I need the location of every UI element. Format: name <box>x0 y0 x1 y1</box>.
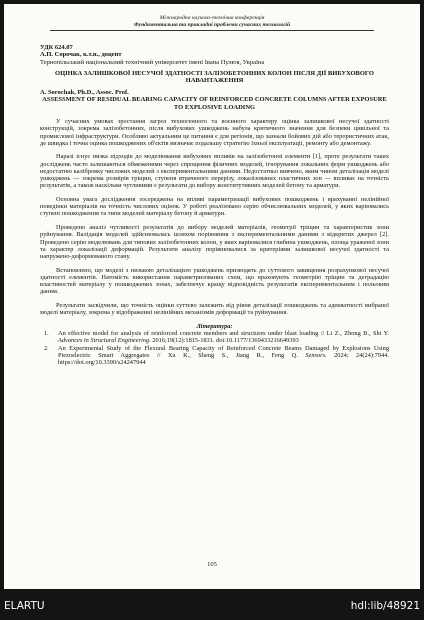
paragraph: Наразі існує низка підходів до моделювання вибухових впливів на залізобетонні елементи [1], проте результати таких досліджень часто залишаються обмеженими через спрощення фізичних моделей, ігнорування локальних форм ушкоджень або недостатню калібровку числових моделей з експериментальними даними. Недостатньо вивчено, яким чином деталізація моделі ушкоджень — зокрема розмірів тріщин, ступеня втраченого перерізу, локалізованих пластичних зон — впливає на точність результатів, а також наскільки чутливими є результати до вибору конститутивних моделей бетону та арматури. <box>40 153 389 190</box>
reference-number: 1. <box>44 330 49 338</box>
reference-number: 2. <box>44 344 49 352</box>
reference-text <box>58 330 389 345</box>
page-number: 105 <box>207 561 217 568</box>
paragraph: У сучасних умовах зростання загроз техногенного та воєнного характеру оцінка залишкової несучої здатності конструкцій, зокрема залізобетонних, після вибухових ушкоджень набула критичного значення для безпеки цивільної та промислової інфраструктури. Особливо актуальним це питання є для регіонів, що зазнали бойових дій або терористичних атак, де швидка і точна оцінка пошкоджених об'єктів визначає подальшу стратегію їхньої експлуатації, ремонту або демонтажу. <box>40 118 389 147</box>
reference-journal: Advances in Structural Engineering. <box>58 337 151 345</box>
reference-text-part: An effective model for analysis of reinforced concrete members and structures under blast loading // Li Z., Zhong B., Shi Y. <box>58 330 389 338</box>
header-divider <box>50 30 374 31</box>
conference-subtitle: Фундаментальна та прикладні проблеми сучасних технологій <box>133 21 291 28</box>
running-header <box>50 15 374 31</box>
author-ua: А.П. Сорочак, к.т.н., доцент <box>40 51 122 59</box>
article-body <box>40 44 389 366</box>
body-paragraphs <box>40 118 389 316</box>
repository-label: ELARTU <box>4 600 45 612</box>
handle-label: hdl:lib/48921 <box>350 600 420 612</box>
title-ua: ОЦІНКА ЗАЛИШКОВОЇ НЕСУЧОЇ ЗДАТНОСТІ ЗАЛІЗОБЕТОННИХ КОЛОН ПІСЛЯ ДІЇ ВИБУХОВОГО НАВАНТАЖЕННЯ <box>55 69 374 85</box>
author-en: A. Sorochak, Ph.D., Assoc. Prof. <box>40 88 129 96</box>
reference-item <box>40 330 389 345</box>
reference-item <box>40 345 389 367</box>
paragraph: Встановлено, що моделі з низькою деталізацією ушкоджень призводять до суттєвого завищення розрахункової несучої здатності елементів. Натомість використання параметризованих схем, що враховують геометрію тріщин та деградацію властивостей матеріалу у пошкоджених зонах, забезпечує кращу відповідність результатів експериментальним і польовим даним. <box>40 266 389 296</box>
paragraph: Результати засвідчили, що точність оцінки суттєво залежить від рівня деталізації пошкоджень та адекватності вибраної моделі матеріалу, зокрема у відображенні нелінійних механізмів деформації та руйнування. <box>40 301 389 317</box>
reference-journal: Sensors. <box>305 351 327 359</box>
paragraph: Проведено аналіз чутливості результатів до вибору моделей матеріалів, геометрії тріщин та характеристик зони руйнування. Валідація моделей здійснювалась шляхом порівняння з експериментальними даними з відкритих джерел [2]. Проведено серію моделювань для типових залізобетонних колон, у яких варіювалися глибина ушкоджень, площа ураженої зони та характер локалізації деформацій. Результати аналізу порівнювалися за критеріями залишкової несучої здатності та напружено-деформованого стану. <box>40 224 389 261</box>
reference-text <box>58 345 389 367</box>
conference-title: Міжнародна науково-технічна конференція <box>159 15 265 21</box>
reference-text-part: 2024; 24(24):7944. https://doi.org/10.3390/s24247944 <box>58 351 389 367</box>
reference-text-part: An Experimental Study of the Flexural Bearing Capacity of Reinforced Concrete Beams Damaged by Explosions Using Piezoelectric Smart Aggregates // Xu K., Sheng S., Jiang R., Feng Q. <box>58 344 389 359</box>
title-en: ASSESSMENT OF RESIDUAL BEARING CAPACITY OF REINFORCED CONCRETE COLUMNS AFTER EXPOSURE TO EXPLOSIVE LOADING <box>42 96 387 111</box>
reference-text-part: 2016;19(12):1815-1831. doi:10.1177/1369433216649393 <box>150 337 299 345</box>
paragraph: Основна увага дослідження зосереджена на впливі параметризації вибухових пошкоджень і врахуванні нелінійної поведінки матеріалів на точність числових оцінок. У роботі реалізовано серію обчислювальних моделей, у яких варіювались ступені пошкодження та типи моделей матеріалу бетону й арматури. <box>40 195 389 218</box>
document-page <box>4 4 420 589</box>
affiliation: Тернопільський національний технічний університет імені Івана Пулюя, Україна <box>40 58 265 66</box>
references-heading: Література: <box>196 322 233 330</box>
udc-code: УДК 624.07 <box>40 44 73 51</box>
